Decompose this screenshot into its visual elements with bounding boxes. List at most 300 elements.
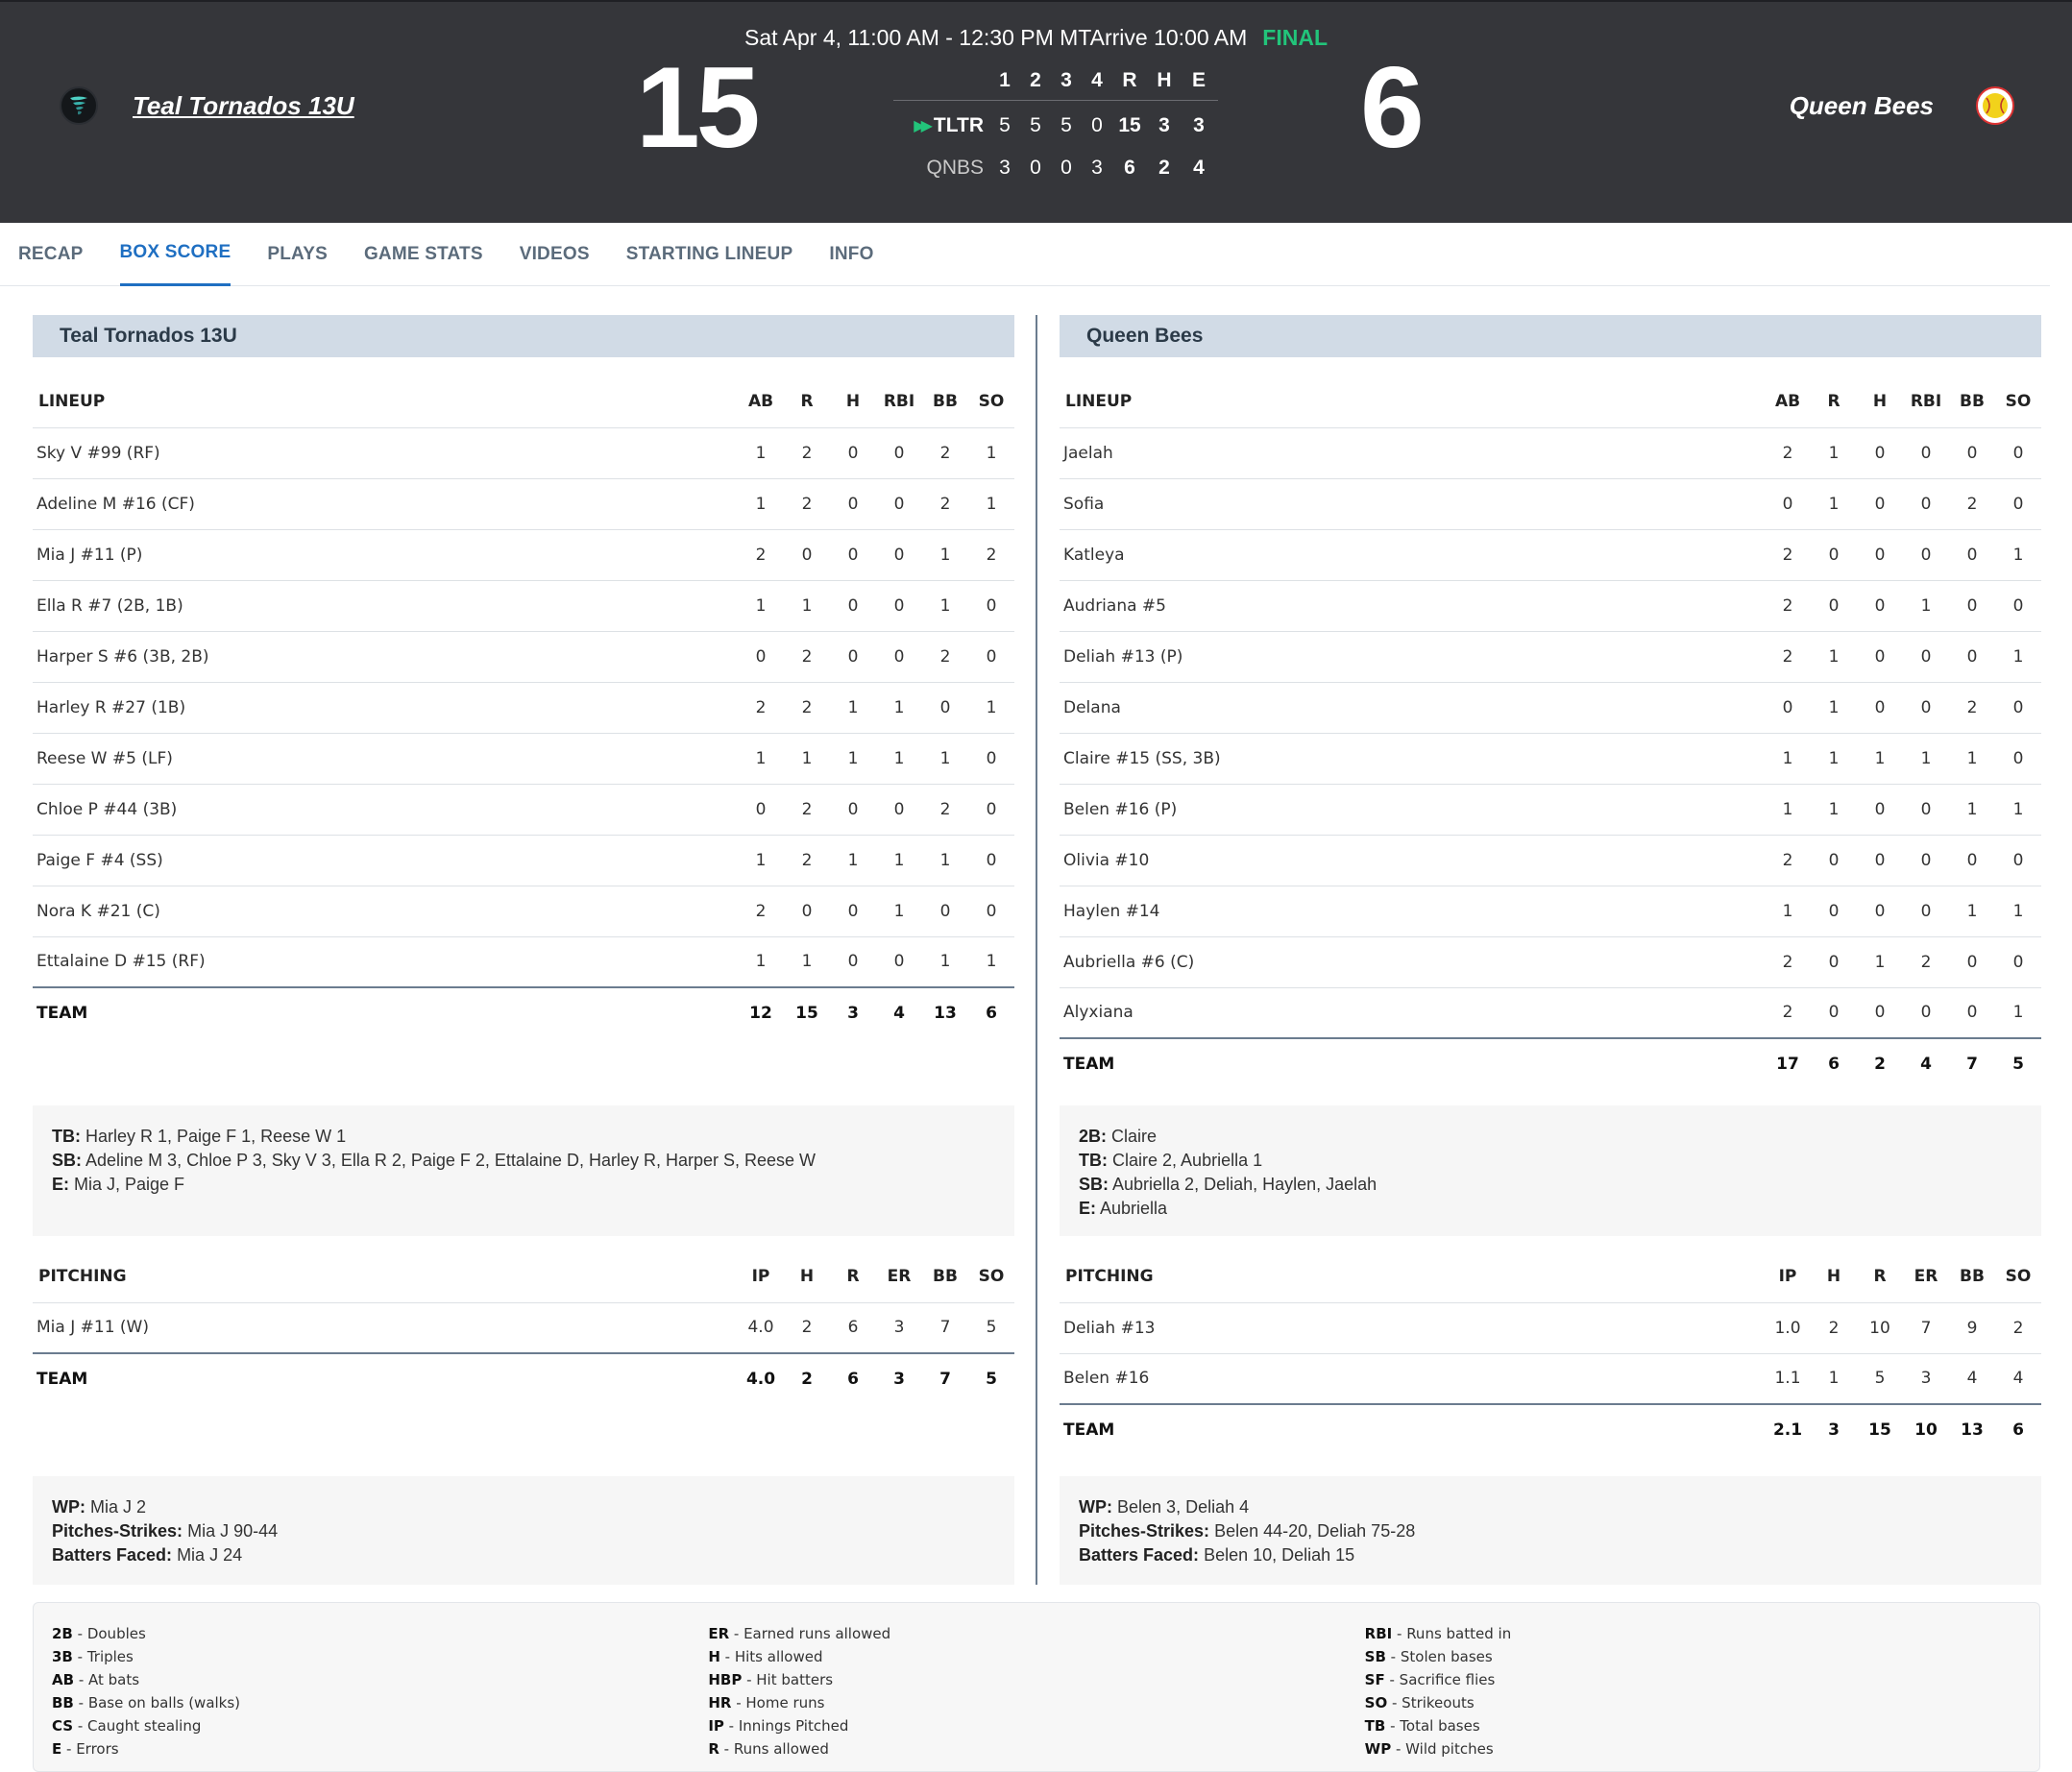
team-total-cell: 2: [784, 1353, 830, 1404]
stat-cell: 2: [738, 886, 784, 936]
legend-abbr: AB: [52, 1671, 75, 1688]
legend-desc: Runs allowed: [733, 1740, 829, 1758]
stat-cell: 0: [738, 784, 784, 835]
linescore-hits-header: H: [1157, 69, 1172, 91]
stat-cell: 5: [1874, 1369, 1886, 1389]
team-total-cell: 7: [922, 1353, 968, 1404]
stat-cell: 1: [1811, 784, 1857, 835]
tab-info[interactable]: INFO: [829, 243, 874, 264]
linescore-cell: 5: [1030, 114, 1041, 136]
legend-desc: Wild pitches: [1405, 1740, 1494, 1758]
stat-cell: 1: [2012, 1003, 2024, 1023]
column-header: H: [1811, 1251, 1857, 1302]
home-lineup-table: [33, 376, 1014, 1038]
legend-item: WP - Wild pitches: [1364, 1740, 1494, 1758]
tab-recap[interactable]: RECAP: [18, 243, 84, 264]
stat-cell: 1: [876, 682, 922, 733]
note-text: Adeline M 3, Chloe P 3, Sky V 3, Ella R 2, Paige F 2, Ettalaine D, Harley R, Harper S, Reese W: [85, 1151, 817, 1170]
team-total-cell: 6: [1811, 1038, 1857, 1089]
legend-item: TB - Total bases: [1364, 1717, 1480, 1735]
note-label: E:: [52, 1175, 69, 1194]
stat-cell: 0: [1811, 529, 1857, 580]
stat-cell: 0: [1995, 835, 2041, 886]
team-total-cell: 7: [1949, 1038, 1995, 1089]
stat-cell: 0: [1903, 427, 1949, 478]
stat-cell: 1: [968, 427, 1014, 478]
stat-cell: 2: [1903, 936, 1949, 987]
column-header: R: [1811, 376, 1857, 427]
team-total-cell: 13: [1949, 1404, 1995, 1455]
stat-cell: 0: [1874, 1003, 1886, 1023]
stat-cell: 0: [1995, 427, 2041, 478]
linescore-errors-header: E: [1191, 69, 1206, 91]
home-score: 15: [636, 43, 757, 172]
tab-box-score[interactable]: BOX SCORE: [120, 223, 232, 286]
player-name: Claire #15 (SS, 3B): [1060, 733, 1765, 784]
stat-cell: 1: [1949, 733, 1995, 784]
stat-cell: 0: [1857, 631, 1903, 682]
stat-cell: 2: [784, 631, 830, 682]
stat-cell: 1: [922, 835, 968, 886]
legend-item: SF - Sacrifice flies: [1364, 1671, 1496, 1688]
stat-cell: 0: [922, 682, 968, 733]
legend-desc: Hit batters: [756, 1671, 834, 1688]
stat-cell: 0: [1857, 784, 1903, 835]
legend-abbr: HR: [708, 1694, 732, 1711]
stat-cell: 2: [784, 835, 830, 886]
legend-abbr: R: [708, 1740, 719, 1758]
legend-column: [708, 1622, 1364, 1758]
note-label: Pitches-Strikes:: [1079, 1521, 1210, 1541]
legend-abbr: 2B: [52, 1625, 73, 1642]
linescore-runs-header: R: [1122, 69, 1137, 91]
stat-cell: 0: [1995, 936, 2041, 987]
stat-cell: 1: [738, 427, 784, 478]
linescore-cell: 3: [1158, 114, 1170, 136]
linescore-cell: 3: [1193, 114, 1205, 136]
home-pitching-table: [33, 1251, 1014, 1404]
player-name: Delana: [1060, 682, 1765, 733]
table-header-row: [1060, 1251, 2041, 1302]
stat-cell: 1: [1857, 733, 1903, 784]
stat-cell: 1: [1903, 580, 1949, 631]
stat-cell: 2: [922, 784, 968, 835]
legend-item: HBP - Hit batters: [708, 1671, 834, 1688]
linescore-inning-2: 2: [1030, 69, 1041, 91]
team-total-cell: 10: [1903, 1404, 1949, 1455]
note-line: [52, 1495, 995, 1519]
player-name: Belen #16 (P): [1060, 784, 1765, 835]
note-text: Aubriella 2, Deliah, Haylen, Jaelah: [1112, 1175, 1377, 1194]
team-total-row: [1060, 1038, 2041, 1089]
stat-cell: 1: [1811, 478, 1857, 529]
legend-desc: Hits allowed: [734, 1648, 823, 1665]
away-lineup-table: [1060, 376, 2041, 1089]
stat-cell: 1: [968, 682, 1014, 733]
home-boxscore-panel: [33, 315, 1014, 1565]
linescore: [893, 63, 1218, 189]
home-batting-notes: [33, 1105, 1014, 1236]
home-team: [60, 86, 354, 125]
linescore-cell: 3: [999, 157, 1011, 179]
player-name: Olivia #10: [1060, 835, 1765, 886]
winner-arrow-icon: ▶▶: [914, 118, 928, 134]
tab-game-stats[interactable]: GAME STATS: [363, 243, 483, 264]
column-header: SO: [1995, 1251, 2041, 1302]
stat-cell: 0: [1857, 529, 1903, 580]
stat-cell: 0: [1995, 580, 2041, 631]
column-header: PITCHING: [33, 1251, 738, 1302]
table-row: [1060, 1353, 2041, 1404]
note-text: Mia J 2: [90, 1497, 147, 1517]
legend-abbr: CS: [52, 1717, 74, 1735]
note-line: [52, 1519, 995, 1543]
column-header: BB: [1949, 376, 1995, 427]
stats-legend: [33, 1602, 2040, 1772]
table-header-row: [1060, 376, 2041, 427]
home-panel-title: Teal Tornados 13U: [33, 315, 1014, 357]
team-total-cell: 2: [1857, 1038, 1903, 1089]
stat-cell: 0: [738, 631, 784, 682]
legend-item: R - Runs allowed: [708, 1740, 829, 1758]
stat-cell: 0: [1949, 936, 1995, 987]
table-row: [1060, 682, 2041, 733]
legend-abbr: 3B: [52, 1648, 73, 1665]
note-label: Pitches-Strikes:: [52, 1521, 183, 1541]
note-label: SB:: [52, 1151, 82, 1170]
table-row: [33, 529, 1014, 580]
stat-cell: 0: [968, 631, 1014, 682]
tornado-logo-icon: [60, 86, 98, 125]
stat-cell: 2: [801, 1318, 813, 1338]
team-total-cell: 13: [922, 987, 968, 1038]
stat-cell: 7: [939, 1318, 951, 1338]
stat-cell: 1: [738, 580, 784, 631]
legend-desc: Base on balls (walks): [87, 1694, 241, 1711]
note-line: [1079, 1149, 2022, 1173]
player-name: Ettalaine D #15 (RF): [37, 952, 206, 972]
stat-cell: 0: [968, 886, 1014, 936]
legend-abbr: IP: [708, 1717, 724, 1735]
stat-cell: 0: [893, 952, 905, 972]
stat-cell: 2: [1765, 936, 1811, 987]
stat-cell: 2: [1782, 1003, 1793, 1023]
legend-abbr: SO: [1364, 1694, 1388, 1711]
table-row: [33, 580, 1014, 631]
legend-abbr: WP: [1364, 1740, 1392, 1758]
stat-cell: 1: [1828, 1369, 1840, 1389]
stat-cell: 0: [1811, 886, 1857, 936]
stat-cell: 0: [1857, 835, 1903, 886]
stat-cell: 0: [830, 580, 876, 631]
team-total-label: TEAM: [1060, 1404, 1765, 1455]
team-total-cell: 15: [1857, 1404, 1903, 1455]
linescore-inning-1: 1: [999, 69, 1011, 91]
legend-item: HR - Home runs: [708, 1694, 825, 1711]
legend-desc: Triples: [86, 1648, 134, 1665]
stat-cell: 0: [968, 733, 1014, 784]
stat-cell: 0: [784, 886, 830, 936]
stat-cell: 1: [1765, 733, 1811, 784]
game-time: Sat Apr 4, 11:00 AM - 12:30 PM MTArrive 10:00 AM: [744, 25, 1248, 50]
column-header: SO: [1995, 376, 2041, 427]
stat-cell: 1: [1811, 682, 1857, 733]
legend-item: E - Errors: [52, 1740, 119, 1758]
column-header: SO: [968, 376, 1014, 427]
legend-item: AB - At bats: [52, 1671, 140, 1688]
team-total-cell: 5: [968, 1353, 1014, 1404]
away-boxscore-panel: [1060, 315, 2041, 1565]
stat-cell: 0: [1995, 478, 2041, 529]
stat-cell: 1: [830, 835, 876, 886]
team-total-label: TEAM: [33, 987, 738, 1038]
note-line: [1079, 1543, 2022, 1567]
stat-cell: 1: [922, 529, 968, 580]
stat-cell: 2: [1949, 478, 1995, 529]
table-row: [1060, 784, 2041, 835]
note-label: SB:: [1079, 1175, 1109, 1194]
stat-cell: 0: [847, 952, 859, 972]
column-header: H: [784, 1251, 830, 1302]
stat-cell: 0: [1811, 580, 1857, 631]
stat-cell: 2: [1765, 427, 1811, 478]
legend-desc: Home runs: [745, 1694, 825, 1711]
note-label: WP:: [52, 1497, 85, 1517]
column-header: R: [1857, 1251, 1903, 1302]
stat-cell: 0: [1949, 529, 1995, 580]
stat-cell: 1: [1765, 886, 1811, 936]
stat-cell: 0: [1857, 580, 1903, 631]
linescore-cell: 4: [1193, 157, 1205, 179]
stat-cell: 0: [876, 529, 922, 580]
tab-videos[interactable]: VIDEOS: [519, 243, 590, 264]
legend-desc: Errors: [76, 1740, 119, 1758]
legend-item: H - Hits allowed: [708, 1648, 823, 1665]
note-line: [52, 1543, 995, 1567]
player-name: Mia J #11 (W): [37, 1318, 149, 1338]
legend-desc: Stolen bases: [1400, 1648, 1493, 1665]
legend-abbr: RBI: [1364, 1625, 1393, 1642]
linescore-divider: [893, 100, 1218, 101]
table-row: [33, 478, 1014, 529]
table-row: [1060, 580, 2041, 631]
table-row: [1060, 936, 2041, 987]
stat-cell: 0: [1903, 682, 1949, 733]
tab-plays[interactable]: PLAYS: [267, 243, 328, 264]
player-name: Audriana #5: [1060, 580, 1765, 631]
stat-cell: 1: [922, 733, 968, 784]
note-text: Harley R 1, Paige F 1, Reese W 1: [85, 1127, 347, 1146]
stat-cell: 0: [1903, 631, 1949, 682]
team-total-cell: 4.0: [738, 1353, 784, 1404]
softball-logo-icon: [1976, 86, 2014, 125]
note-line: [52, 1125, 995, 1149]
stat-cell: 1: [968, 478, 1014, 529]
linescore-cell: 6: [1124, 157, 1135, 179]
legend-item: BB - Base on balls (walks): [52, 1694, 241, 1711]
legend-abbr: H: [708, 1648, 720, 1665]
stat-cell: 0: [1857, 886, 1903, 936]
stat-cell: 1: [1811, 733, 1857, 784]
player-name: Harper S #6 (3B, 2B): [33, 631, 738, 682]
legend-desc: Earned runs allowed: [743, 1625, 891, 1642]
team-total-label: TEAM: [33, 1353, 738, 1404]
player-name: Alyxiana: [1063, 1003, 1134, 1023]
team-total-cell: 12: [738, 987, 784, 1038]
stat-cell: 2: [922, 478, 968, 529]
column-header: H: [1857, 376, 1903, 427]
linescore-cell: 5: [1060, 114, 1072, 136]
stat-cell: 1: [939, 952, 951, 972]
table-row: [1060, 886, 2041, 936]
player-name: Deliah #13 (P): [1060, 631, 1765, 682]
stat-cell: 1: [1995, 784, 2041, 835]
table-row: [33, 784, 1014, 835]
table-row: [33, 886, 1014, 936]
tab-starting-lineup[interactable]: STARTING LINEUP: [625, 243, 793, 264]
stat-cell: 2: [922, 631, 968, 682]
player-name: Katleya: [1060, 529, 1765, 580]
table-row: [1060, 835, 2041, 886]
player-name: Sky V #99 (RF): [33, 427, 738, 478]
legend-item: RBI - Runs batted in: [1364, 1625, 1512, 1642]
away-batting-notes: [1060, 1105, 2041, 1236]
stat-cell: 0: [1811, 835, 1857, 886]
column-header: R: [784, 376, 830, 427]
player-name: Reese W #5 (LF): [33, 733, 738, 784]
column-header: ER: [1903, 1251, 1949, 1302]
stat-cell: 4.0: [747, 1318, 774, 1338]
player-name: Paige F #4 (SS): [33, 835, 738, 886]
stat-cell: 1: [922, 580, 968, 631]
stat-cell: 2: [784, 427, 830, 478]
linescore-cell: 15: [1118, 114, 1141, 136]
stat-cell: 1: [1857, 936, 1903, 987]
stat-cell: 0: [968, 835, 1014, 886]
stat-cell: 0: [1903, 478, 1949, 529]
team-total-row: [33, 1353, 1014, 1404]
table-row: [33, 936, 1014, 987]
legend-abbr: TB: [1364, 1717, 1386, 1735]
note-label: Batters Faced:: [52, 1545, 173, 1565]
stat-cell: 2: [738, 682, 784, 733]
note-label: TB:: [1079, 1151, 1108, 1170]
player-name: Chloe P #44 (3B): [33, 784, 738, 835]
stat-cell: 1: [876, 733, 922, 784]
stat-cell: 1: [784, 580, 830, 631]
column-header: RBI: [1903, 376, 1949, 427]
table-row: [1060, 631, 2041, 682]
stat-cell: 7: [1903, 1302, 1949, 1353]
player-name: Haylen #14: [1060, 886, 1765, 936]
legend-abbr: BB: [52, 1694, 74, 1711]
stat-cell: 0: [1811, 936, 1857, 987]
stat-cell: 0: [1903, 886, 1949, 936]
home-pitching-notes: [33, 1476, 1014, 1585]
legend-desc: Runs batted in: [1406, 1625, 1512, 1642]
note-line: [52, 1173, 995, 1197]
stat-cell: 2: [1765, 631, 1811, 682]
column-header: AB: [738, 376, 784, 427]
column-header: BB: [922, 1251, 968, 1302]
note-text: Claire: [1111, 1127, 1158, 1146]
column-header: R: [830, 1251, 876, 1302]
note-label: Batters Faced:: [1079, 1545, 1200, 1565]
table-row: [33, 631, 1014, 682]
table-row: [33, 835, 1014, 886]
column-header: H: [830, 376, 876, 427]
linescore-team-abbr: TLTR: [933, 114, 984, 136]
table-row: [1060, 529, 2041, 580]
stat-cell: 0: [1949, 835, 1995, 886]
stat-cell: 0: [1903, 835, 1949, 886]
linescore-cell: 0: [1091, 114, 1103, 136]
stat-cell: 0: [784, 529, 830, 580]
note-text: Aubriella: [1100, 1199, 1168, 1218]
note-line: [1079, 1495, 2022, 1519]
note-text: Belen 3, Deliah 4: [1117, 1497, 1250, 1517]
stat-cell: 2: [784, 784, 830, 835]
player-name: Aubriella #6 (C): [1060, 936, 1765, 987]
stat-cell: 1: [876, 835, 922, 886]
team-total-cell: 6: [830, 1353, 876, 1404]
stat-cell: 0: [968, 580, 1014, 631]
stat-cell: 3: [893, 1318, 905, 1338]
stat-cell: 1: [755, 952, 767, 972]
team-total-row: [1060, 1404, 2041, 1455]
note-text: Belen 44-20, Deliah 75-28: [1214, 1521, 1416, 1541]
stat-cell: 1: [801, 952, 813, 972]
stat-cell: 0: [1765, 478, 1811, 529]
column-header: LINEUP: [1060, 376, 1765, 427]
home-team-name-link[interactable]: Teal Tornados 13U: [133, 90, 354, 120]
team-total-cell: 15: [784, 987, 830, 1038]
away-panel-title: Queen Bees: [1060, 315, 2041, 357]
stat-cell: 9: [1949, 1302, 1995, 1353]
stat-cell: 1: [986, 952, 997, 972]
column-header: AB: [1765, 376, 1811, 427]
stat-cell: 0: [1857, 478, 1903, 529]
team-total-cell: 4: [1903, 1038, 1949, 1089]
stat-cell: 2: [968, 529, 1014, 580]
away-pitching-notes: [1060, 1476, 2041, 1585]
legend-item: CS - Caught stealing: [52, 1717, 202, 1735]
team-total-cell: 6: [1995, 1404, 2041, 1455]
panel-divider: [1036, 315, 1037, 1585]
column-header: PITCHING: [1060, 1251, 1765, 1302]
stat-cell: 1: [830, 733, 876, 784]
stat-cell: 1: [784, 733, 830, 784]
legend-desc: Sacrifice flies: [1399, 1671, 1496, 1688]
note-text: Belen 10, Deliah 15: [1204, 1545, 1355, 1565]
player-name: Belen #16: [1063, 1369, 1150, 1389]
linescore-cell: 0: [1060, 157, 1072, 179]
stat-cell: 0: [922, 886, 968, 936]
stat-cell: 4: [2012, 1369, 2024, 1389]
note-text: Claire 2, Aubriella 1: [1112, 1151, 1263, 1170]
table-row: [33, 682, 1014, 733]
stat-cell: 1: [1995, 631, 2041, 682]
stat-cell: 1: [738, 835, 784, 886]
stat-cell: 2: [1765, 529, 1811, 580]
note-text: Mia J 24: [177, 1545, 243, 1565]
player-name: Jaelah: [1060, 427, 1765, 478]
note-label: E:: [1079, 1199, 1096, 1218]
linescore-row-home: [893, 105, 1218, 147]
team-total-cell: 3: [830, 987, 876, 1038]
legend-item: SB - Stolen bases: [1364, 1648, 1493, 1665]
note-label: WP:: [1079, 1497, 1112, 1517]
